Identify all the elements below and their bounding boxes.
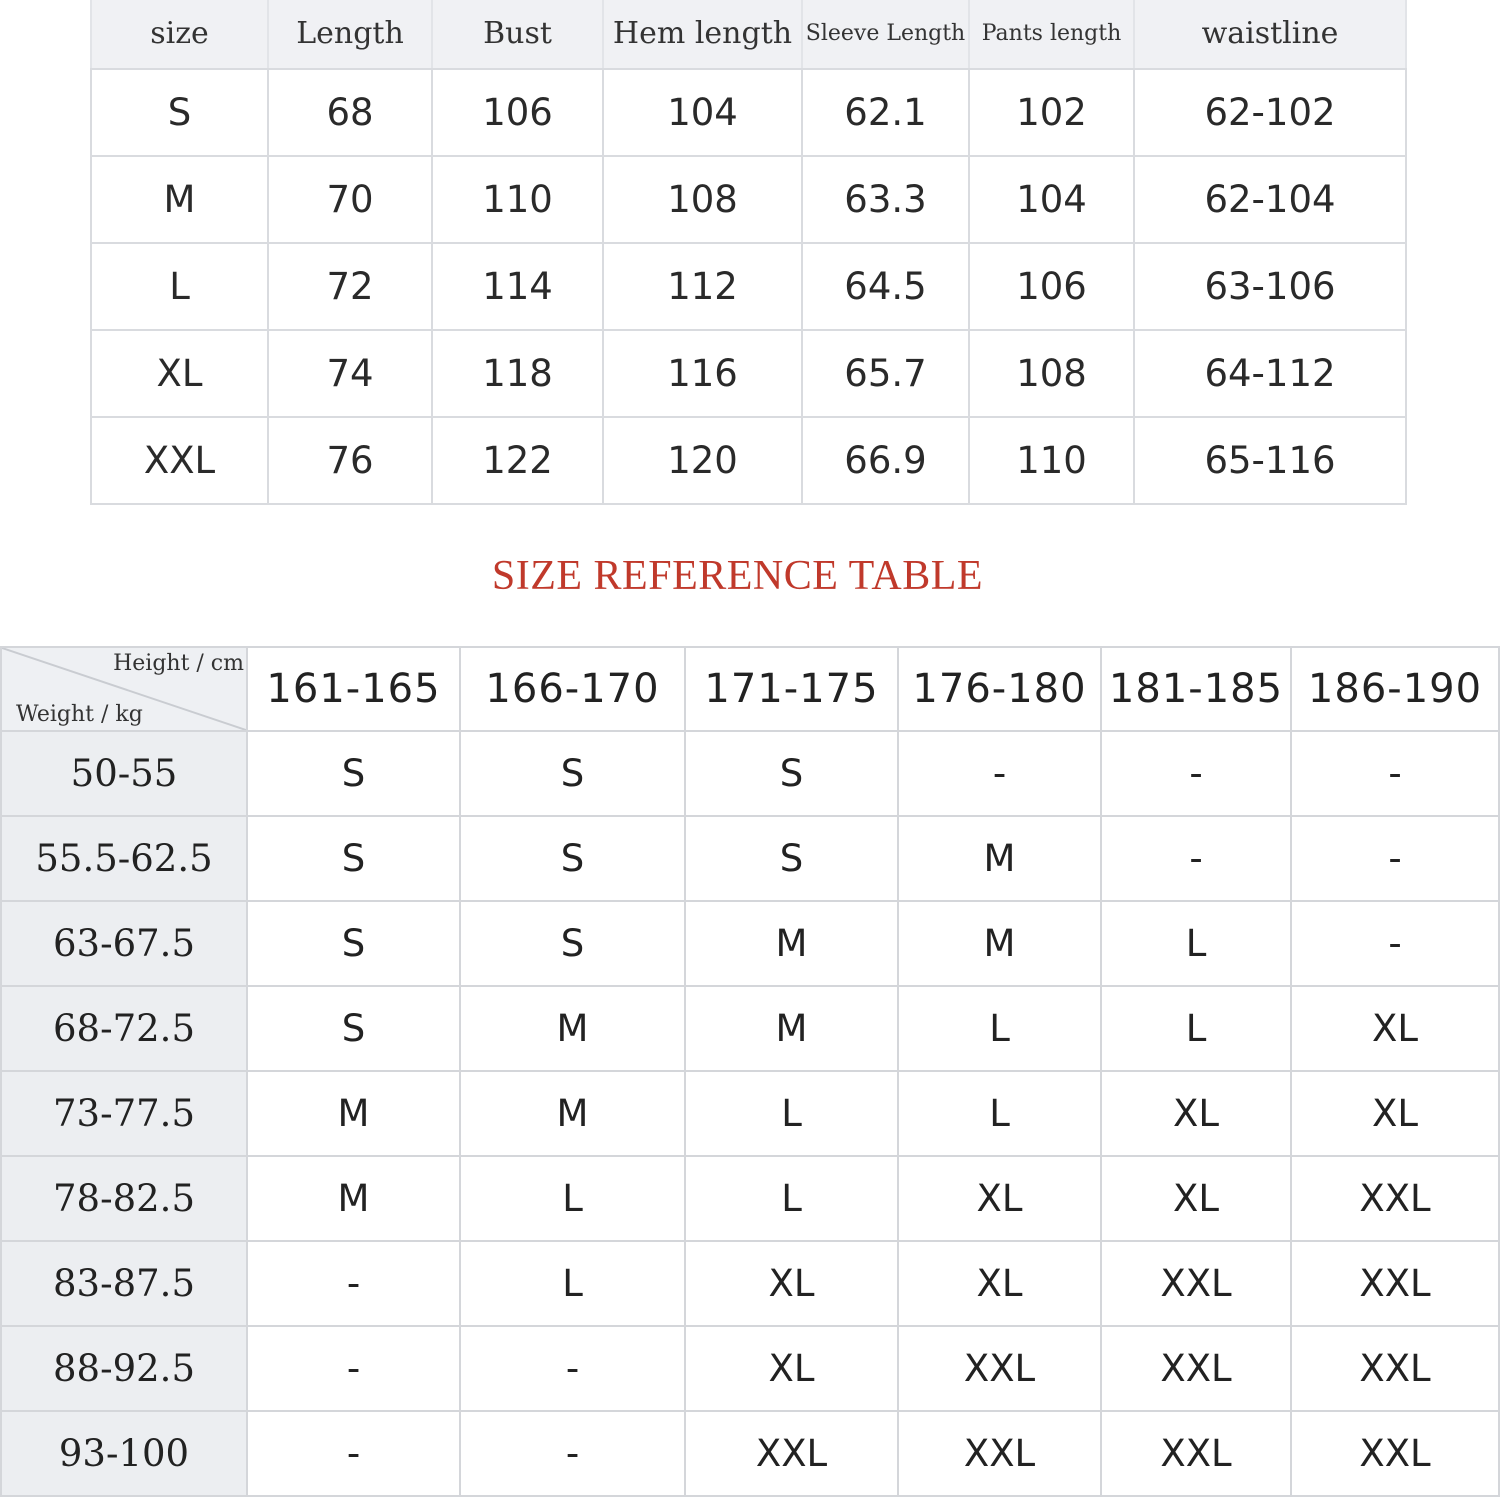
size-cell: XL: [1101, 1156, 1291, 1241]
weight-range-label: 83-87.5: [1, 1241, 247, 1326]
reference-header-row: [1, 647, 1499, 731]
header-pants-length: Pants length: [969, 0, 1134, 69]
size-cell: S: [247, 901, 460, 986]
height-axis-label: Height / cm: [113, 651, 244, 676]
table-cell: XXL: [91, 417, 268, 504]
weight-range-label: 78-82.5: [1, 1156, 247, 1241]
table-cell: 72: [268, 243, 432, 330]
height-range-header: 171-175: [685, 647, 898, 731]
height-range-header: 181-185: [1101, 647, 1291, 731]
table-cell: 106: [432, 69, 603, 156]
size-cell: S: [460, 901, 685, 986]
table-cell: 122: [432, 417, 603, 504]
table-cell: 116: [603, 330, 802, 417]
measurement-header-row: [91, 0, 1406, 69]
size-cell: XXL: [685, 1411, 898, 1496]
table-row: [1, 731, 1499, 816]
table-row: [91, 330, 1406, 417]
table-cell: 76: [268, 417, 432, 504]
size-cell: S: [247, 816, 460, 901]
weight-range-label: 68-72.5: [1, 986, 247, 1071]
table-cell: 62-102: [1134, 69, 1406, 156]
size-cell: L: [898, 986, 1101, 1071]
size-cell: -: [460, 1411, 685, 1496]
size-cell: XXL: [898, 1411, 1101, 1496]
header-sleeve-length: Sleeve Length: [802, 0, 969, 69]
size-cell: XXL: [1101, 1411, 1291, 1496]
table-cell: 110: [969, 417, 1134, 504]
size-cell: L: [460, 1241, 685, 1326]
weight-range-label: 63-67.5: [1, 901, 247, 986]
table-cell: 114: [432, 243, 603, 330]
weight-range-label: 73-77.5: [1, 1071, 247, 1156]
size-cell: M: [898, 816, 1101, 901]
table-cell: 63.3: [802, 156, 969, 243]
size-cell: L: [898, 1071, 1101, 1156]
size-cell: L: [1101, 901, 1291, 986]
size-cell: S: [247, 986, 460, 1071]
size-cell: XXL: [1291, 1241, 1499, 1326]
table-cell: 118: [432, 330, 603, 417]
table-cell: 63-106: [1134, 243, 1406, 330]
size-cell: L: [1101, 986, 1291, 1071]
header-size: size: [91, 0, 268, 69]
table-cell: 66.9: [802, 417, 969, 504]
table-cell: 65-116: [1134, 417, 1406, 504]
table-row: [91, 156, 1406, 243]
table-row: [1, 986, 1499, 1071]
size-cell: M: [247, 1156, 460, 1241]
weight-range-label: 93-100: [1, 1411, 247, 1496]
table-cell: 108: [603, 156, 802, 243]
weight-range-label: 88-92.5: [1, 1326, 247, 1411]
height-range-header: 161-165: [247, 647, 460, 731]
size-cell: M: [460, 986, 685, 1071]
table-cell: 102: [969, 69, 1134, 156]
size-cell: XL: [898, 1156, 1101, 1241]
table-row: [1, 1241, 1499, 1326]
table-cell: 64-112: [1134, 330, 1406, 417]
size-cell: L: [685, 1071, 898, 1156]
size-cell: S: [685, 731, 898, 816]
size-cell: XL: [1291, 1071, 1499, 1156]
table-cell: 112: [603, 243, 802, 330]
size-cell: XXL: [1101, 1241, 1291, 1326]
table-row: [1, 816, 1499, 901]
size-cell: M: [898, 901, 1101, 986]
size-cell: XL: [1101, 1071, 1291, 1156]
height-range-header: 176-180: [898, 647, 1101, 731]
size-cell: -: [247, 1326, 460, 1411]
size-cell: -: [1101, 731, 1291, 816]
table-cell: XL: [91, 330, 268, 417]
table-row: [91, 417, 1406, 504]
size-cell: XL: [898, 1241, 1101, 1326]
table-cell: M: [91, 156, 268, 243]
table-cell: 62-104: [1134, 156, 1406, 243]
table-cell: L: [91, 243, 268, 330]
size-reference-title: SIZE REFERENCE TABLE: [491, 553, 984, 599]
table-cell: 74: [268, 330, 432, 417]
weight-axis-label: Weight / kg: [16, 702, 143, 727]
size-cell: S: [460, 731, 685, 816]
header-hem-length: Hem length: [603, 0, 802, 69]
table-cell: 106: [969, 243, 1134, 330]
size-cell: L: [685, 1156, 898, 1241]
size-cell: S: [460, 816, 685, 901]
size-cell: M: [685, 986, 898, 1071]
corner-header: [1, 647, 247, 731]
reference-body: [1, 731, 1499, 1496]
table-cell: 64.5: [802, 243, 969, 330]
header-length: Length: [268, 0, 432, 69]
table-cell: 68: [268, 69, 432, 156]
size-cell: L: [460, 1156, 685, 1241]
size-cell: -: [1291, 816, 1499, 901]
table-cell: S: [91, 69, 268, 156]
table-cell: 120: [603, 417, 802, 504]
size-cell: XXL: [1291, 1156, 1499, 1241]
measurement-table: [90, 0, 1407, 505]
header-waistline: waistline: [1134, 0, 1406, 69]
height-range-header: 166-170: [460, 647, 685, 731]
size-cell: XXL: [1101, 1326, 1291, 1411]
header-bust: Bust: [432, 0, 603, 69]
table-row: [1, 1156, 1499, 1241]
weight-range-label: 55.5-62.5: [1, 816, 247, 901]
table-row: [1, 901, 1499, 986]
table-cell: 108: [969, 330, 1134, 417]
size-cell: S: [247, 731, 460, 816]
table-cell: 110: [432, 156, 603, 243]
size-cell: -: [1291, 731, 1499, 816]
size-cell: XXL: [1291, 1326, 1499, 1411]
size-cell: XL: [685, 1326, 898, 1411]
size-cell: -: [1291, 901, 1499, 986]
table-cell: 65.7: [802, 330, 969, 417]
table-row: [1, 1411, 1499, 1496]
table-cell: 104: [603, 69, 802, 156]
table-row: [91, 69, 1406, 156]
height-range-header: 186-190: [1291, 647, 1499, 731]
size-cell: M: [247, 1071, 460, 1156]
size-cell: XXL: [1291, 1411, 1499, 1496]
size-cell: -: [247, 1411, 460, 1496]
table-cell: 62.1: [802, 69, 969, 156]
size-cell: XL: [685, 1241, 898, 1326]
size-cell: XL: [1291, 986, 1499, 1071]
size-reference-table: [0, 646, 1500, 1497]
table-cell: 104: [969, 156, 1134, 243]
size-cell: -: [898, 731, 1101, 816]
size-cell: M: [460, 1071, 685, 1156]
size-cell: S: [685, 816, 898, 901]
table-cell: 70: [268, 156, 432, 243]
size-cell: -: [1101, 816, 1291, 901]
size-cell: -: [247, 1241, 460, 1326]
table-row: [91, 243, 1406, 330]
size-cell: M: [685, 901, 898, 986]
table-row: [1, 1326, 1499, 1411]
weight-range-label: 50-55: [1, 731, 247, 816]
table-row: [1, 1071, 1499, 1156]
size-cell: -: [460, 1326, 685, 1411]
size-cell: XXL: [898, 1326, 1101, 1411]
